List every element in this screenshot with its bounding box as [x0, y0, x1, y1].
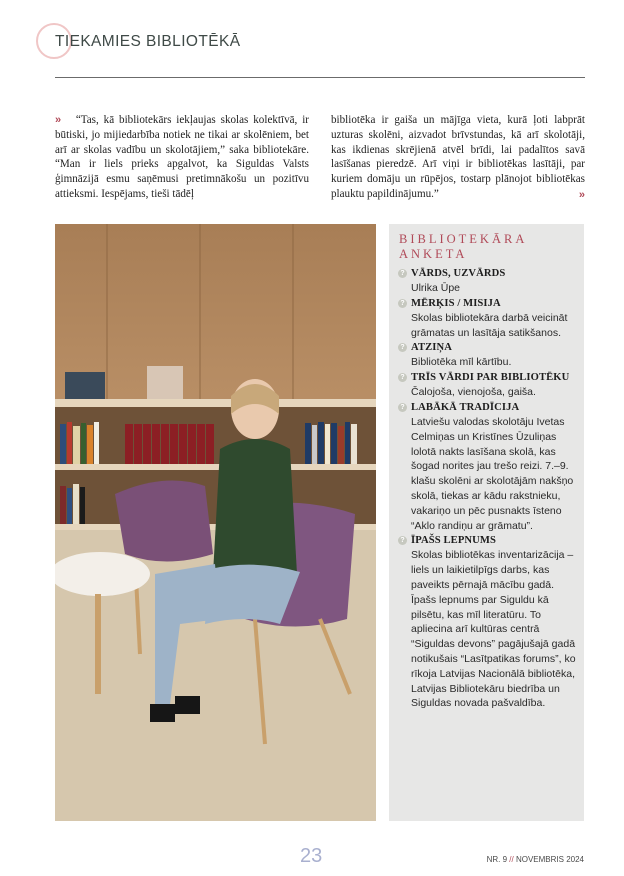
- question-label: ĪPAŠS LEPNUMS: [411, 535, 496, 547]
- question-label: VĀRDS, UZVĀRDS: [411, 268, 506, 279]
- library-scene-illustration: [55, 224, 376, 821]
- question-bullet-icon: ?: [398, 269, 407, 278]
- article-column-1: [55, 113, 309, 202]
- answer-text: Bibliotēka mīl kārtību.: [411, 356, 512, 369]
- article-text-2: bibliotēka ir gaiša un mājīga vieta, kurā ļoti labprāt uzturas skolēni, aizvadot brīvstundas, kā arī skolotāji, kas ikdienas skrējienā atvēl brīdi, lai padalītos savā lasīšanas pieredzē. Arī viņi ir bibliotēkas lasītāji, par kuriem domāju un rūpējos, tostarp plānojot bibliotēkas plauktu papildinājumu.”: [331, 114, 585, 200]
- question-label: ATZIŅA: [411, 342, 453, 354]
- question-label: MĒRĶIS / MISIJA: [411, 297, 501, 309]
- answer-text: Ulrika Ūpe: [411, 282, 461, 294]
- question-label: LABĀKĀ TRADĪCIJA: [411, 401, 520, 413]
- continue-arrow-icon: »: [55, 114, 62, 126]
- question-bullet-icon: ?: [398, 299, 407, 308]
- issue-separator: //: [509, 855, 514, 864]
- questionnaire-item: [398, 533, 580, 711]
- questionnaire-title: BIBLIOTEKĀRA ANKETA: [399, 232, 527, 261]
- page-number: 23: [300, 845, 323, 867]
- question-bullet-icon: ?: [398, 343, 407, 352]
- answer-text: Čalojoša, vienojoša, gaiša.: [411, 386, 536, 399]
- article-text-1: “Tas, kā bibliotekārs iekļaujas skolas kolektīvā, ir būtiski, jo mijiedarbība notiek ne tikai ar skolēniem, bet arī ar skolas vadību un skolotājiem,” saka bibliotekāre. “Man ir liels prieks apgalvot, ka Siguldas Valsts ģimnāzijā esmu saņēmusi pretimnākošu un pozitīvu attieksmi. Iespējams, tieši tādēļ: [55, 114, 309, 200]
- question-bullet-icon: ?: [398, 373, 407, 382]
- questionnaire-item: [398, 340, 580, 370]
- answer-text: Skolas bibliotekāra darbā veicināt grāmatas un lasītāja satikšanos.: [411, 311, 568, 339]
- issue-date: NOVEMBRIS 2024: [515, 855, 584, 864]
- questionnaire-item: [398, 296, 580, 341]
- header-divider: [55, 77, 585, 78]
- librarian-photo: [55, 224, 376, 821]
- questionnaire-list: [398, 266, 580, 711]
- questionnaire-item: [398, 370, 580, 400]
- section-title: TIEKAMIES BIBLIOTĒKĀ: [55, 33, 241, 50]
- questionnaire-item: [398, 266, 580, 296]
- end-arrow-icon: »: [578, 188, 585, 201]
- answer-text: Latviešu valodas skolotāju Ivetas Celmiņas un Kristīnes Ūzuliņas lolotā nakts lasīšana skolā, kas šogad norites jau trešo reizi. 7.–9. klašu skolēni ar skolotājām nakšņo skolā, tiekas ar kādu rakstnieku, vakariņo un pēc pusnakts īsteno “Aklo randiņu ar grāmatu”.: [411, 415, 574, 532]
- question-bullet-icon: ?: [398, 536, 407, 545]
- question-bullet-icon: ?: [398, 403, 407, 412]
- issue-info: [487, 855, 584, 864]
- issue-number: NR. 9: [486, 855, 508, 864]
- answer-text: Skolas bibliotēkas inventarizācija – liels un laikietilpīgs darbs, kas paveikts pērnajā mācību gadā. Īpašs lepnums par Siguldu kā pilsētu, kas mīl literatūru. To apliecina arī kultūras centrā “Siguldas devons” pagājušajā gadā notikušais “Lasītpatikas forums”, ko rīkoja Latvijas Nacionālā bibliotēka, Latvijas Bibliotekāru biedrība un Siguldas novada pašvaldība.: [411, 549, 576, 710]
- article-column-2: [331, 113, 585, 203]
- librarian-questionnaire-panel: [389, 224, 584, 821]
- questionnaire-item: [398, 400, 580, 533]
- question-label: TRĪS VĀRDI PAR BIBLIOTĒKU: [411, 372, 570, 384]
